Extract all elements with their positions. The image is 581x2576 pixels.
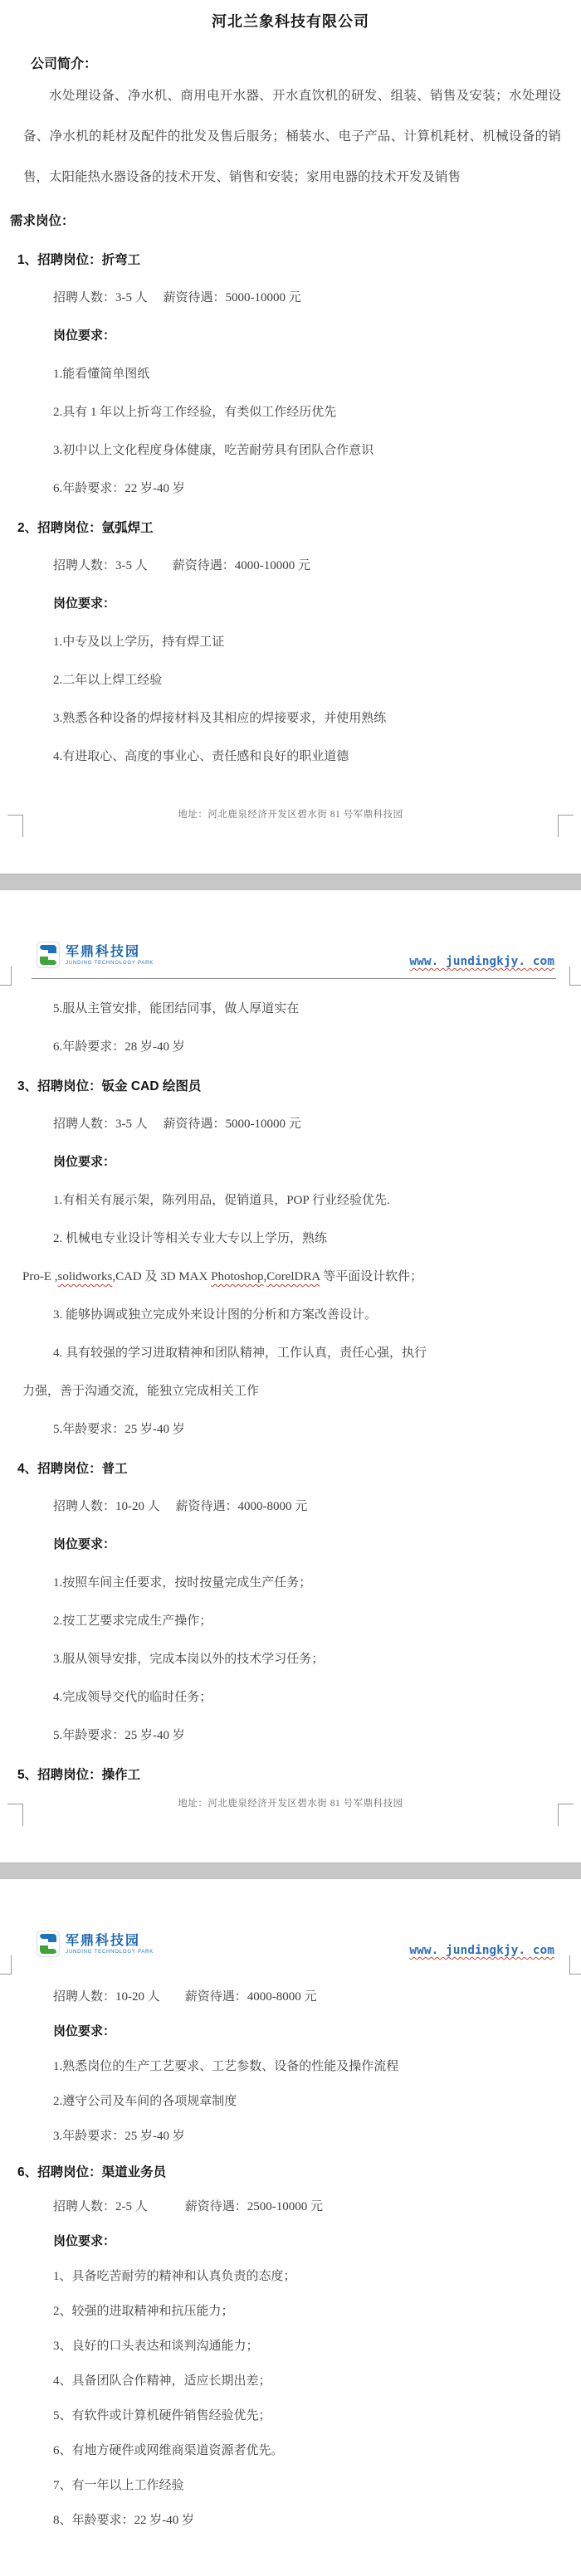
header-rule xyxy=(32,978,556,979)
page-header xyxy=(0,890,581,968)
job5-requirements-label: 岗位要求： xyxy=(53,2024,116,2038)
job2-heading: 2、招聘岗位：氩弧焊工 xyxy=(17,521,154,535)
job4-req-item: 2.按工艺要求完成生产操作； xyxy=(53,1614,212,1628)
software-text: 等平面设计软件； xyxy=(320,1270,423,1283)
job4-meta: 招聘人数：10-20 人 薪资待遇：4000-8000 元 xyxy=(53,1500,308,1513)
job2-req-item: 2.二年以上焊工经验 xyxy=(53,674,163,687)
job3-req-item: 5.年龄要求：25 岁-40 岁 xyxy=(53,1423,185,1436)
job6-requirements-label: 岗位要求： xyxy=(53,2234,116,2248)
junding-logo xyxy=(37,942,154,968)
job6-req-item: 3、良好的口头表达和谈判沟通能力； xyxy=(53,2340,259,2353)
job6-req-item: 1、具备吃苦耐劳的精神和认真负责的态度； xyxy=(53,2270,296,2283)
website-link[interactable]: www. jundingkjy. com xyxy=(409,1944,554,1957)
job1-req-item: 2.具有 1 年以上折弯工作经验，有类似工作经历优先 xyxy=(53,406,337,419)
job2-req-item: 5.服从主管安排，能团结同事，做人厚道实在 xyxy=(53,1002,300,1015)
junding-logo xyxy=(37,1931,154,1957)
margin-crop-mark xyxy=(0,967,12,986)
software-text: ,CAD 及 3D MAX xyxy=(112,1270,212,1283)
document-page-1 xyxy=(0,0,581,874)
job3-software-list xyxy=(22,1269,573,1285)
logo-name-cn: 军鼎科技园 xyxy=(66,944,141,959)
page-separator xyxy=(0,874,581,890)
company-intro-label: 公司简介： xyxy=(31,57,98,71)
spellcheck-word: CorelDRA xyxy=(266,1270,320,1283)
software-text: , xyxy=(263,1270,267,1283)
job2-req-item: 3.熟悉各种设备的焊接材料及其相应的焊接要求，并使用熟练 xyxy=(53,712,387,725)
document-page-3 xyxy=(0,1879,581,2576)
job2-requirements-label: 岗位要求： xyxy=(53,597,116,611)
job3-req-item: 3. 能够协调或独立完成外来设计图的分析和方案改善设计。 xyxy=(53,1308,378,1322)
job5-req-item: 2.遵守公司及车间的各项规章制度 xyxy=(53,2095,237,2108)
junding-logo-icon xyxy=(37,1931,60,1957)
job4-requirements-label: 岗位要求： xyxy=(53,1537,116,1551)
job6-req-item: 6、有地方硬件或网维商渠道资源者优先。 xyxy=(53,2444,284,2457)
job6-req-item: 8、年龄要求：22 岁-40 岁 xyxy=(53,2514,194,2527)
margin-crop-mark xyxy=(569,1955,581,1975)
spellcheck-word: Photoshop xyxy=(211,1270,264,1283)
job2-req-item: 1.中专及以上学历，持有焊工证 xyxy=(53,635,225,649)
job6-req-item: 4、具备团队合作精神，适应长期出差； xyxy=(53,2374,271,2388)
job1-req-item: 3.初中以上文化程度身体健康，吃苦耐劳具有团队合作意识 xyxy=(53,444,374,457)
company-intro-text: 水处理设备、净水机、商用电开水器、开水直饮机的研发、组装、销售及安装；水处理设备、净水机的耗材及配件的批发及售后服务；桶装水、电子产品、计算机耗材、机械设备的销售，太阳能热水器设备的技术开发、销售和安装；家用电器的技术开发及销售 xyxy=(23,89,561,184)
job6-req-item: 5、有软件或计算机硬件销售经验优先； xyxy=(53,2409,271,2423)
job1-req-item: 1.能看懂简单图纸 xyxy=(53,368,150,381)
job6-req-item: 2、较强的进取精神和抗压能力； xyxy=(53,2305,234,2318)
job5-req-item: 3.年龄要求：25 岁-40 岁 xyxy=(53,2130,185,2143)
job5-meta: 招聘人数：10-20 人 薪资待遇：4000-8000 元 xyxy=(53,1990,317,2004)
demand-positions-label: 需求岗位： xyxy=(10,214,75,228)
job3-req-item-cont: 力强，善于沟通交流，能独立完成相关工作 xyxy=(22,1385,260,1398)
job2-meta: 招聘人数：3-5 人 薪资待遇：4000-10000 元 xyxy=(53,559,310,572)
document-page-2 xyxy=(0,890,581,1863)
job6-heading: 6、招聘岗位：渠道业务员 xyxy=(17,2165,167,2179)
job5-heading: 5、招聘岗位：操作工 xyxy=(17,1768,141,1782)
job1-req-item: 6.年龄要求：22 岁-40 岁 xyxy=(53,482,185,495)
page-separator xyxy=(0,1863,581,1879)
job3-requirements-label: 岗位要求： xyxy=(53,1155,116,1169)
software-text: Pro-E , xyxy=(22,1270,58,1283)
job6-req-item: 7、有一年以上工作经验 xyxy=(53,2479,184,2492)
job6-meta: 招聘人数：2-5 人 薪资待遇：2500-10000 元 xyxy=(53,2200,323,2213)
job3-req-item: 4. 具有较强的学习进取精神和团队精神，工作认真，责任心强，执行 xyxy=(53,1346,427,1360)
logo-name-en: JUNDING TECHNOLOGY PARK xyxy=(66,960,154,966)
junding-logo-icon xyxy=(37,942,60,968)
logo-name-en: JUNDING TECHNOLOGY PARK xyxy=(66,1949,154,1955)
junding-logo-text xyxy=(66,1934,154,1955)
job4-req-item: 4.完成领导交代的临时任务； xyxy=(53,1691,212,1704)
job2-req-item: 6.年龄要求：28 岁-40 岁 xyxy=(53,1040,185,1054)
job3-meta: 招聘人数：3-5 人 薪资待遇：5000-10000 元 xyxy=(53,1118,301,1131)
job5-req-item: 1.熟悉岗位的生产工艺要求、工艺参数、设备的性能及操作流程 xyxy=(53,2060,399,2073)
spellcheck-word: solidworks xyxy=(57,1270,113,1283)
job1-heading: 1、招聘岗位：折弯工 xyxy=(17,253,141,267)
logo-name-cn: 军鼎科技园 xyxy=(66,1933,141,1948)
job1-meta: 招聘人数：3-5 人 薪资待遇：5000-10000 元 xyxy=(53,291,301,304)
job2-req-item: 4.有进取心、高度的事业心、责任感和良好的职业道德 xyxy=(53,750,349,763)
company-title: 河北兰象科技有限公司 xyxy=(212,13,369,30)
job3-heading: 3、招聘岗位：钣金 CAD 绘图员 xyxy=(17,1079,202,1093)
margin-crop-mark xyxy=(0,1955,12,1975)
job4-req-item: 5.年龄要求：25 岁-40 岁 xyxy=(53,1729,185,1742)
job4-heading: 4、招聘岗位：普工 xyxy=(17,1462,128,1476)
footer-address: 地址：河北鹿泉经济开发区碧水街 81 号军鼎科技园 xyxy=(178,1799,403,1809)
junding-logo-text xyxy=(66,945,154,966)
job1-requirements-label: 岗位要求： xyxy=(53,329,116,343)
job3-req-item: 2. 机械电专业设计等相关专业大专以上学历，熟练 xyxy=(53,1232,328,1245)
job4-req-item: 1.按照车间主任要求，按时按量完成生产任务； xyxy=(53,1576,312,1590)
job4-req-item: 3.服从领导安排，完成本岗以外的技术学习任务； xyxy=(53,1653,325,1666)
footer-address: 地址：河北鹿泉经济开发区碧水街 81 号军鼎科技园 xyxy=(178,810,403,820)
page-header xyxy=(0,1879,581,1957)
website-link[interactable]: www. jundingkjy. com xyxy=(409,955,554,968)
margin-crop-mark xyxy=(569,967,581,986)
job3-req-item: 1.有相关有展示架，陈列用品，促销道具，POP 行业经验优先. xyxy=(53,1194,390,1207)
